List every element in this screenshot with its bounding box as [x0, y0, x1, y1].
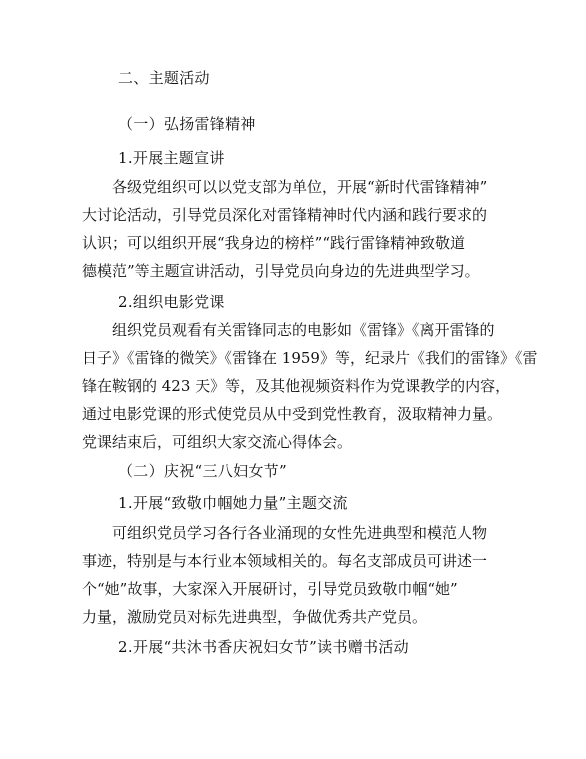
paragraph-line: 个“她”故事，大家深入开展研讨，引导党员致敬巾帼“她”: [82, 580, 458, 598]
paragraph-line: 大讨论活动，引导党员深化对雷锋精神时代内涵和践行要求的: [82, 206, 488, 224]
paragraph-2-1: [82, 519, 506, 631]
paragraph-line: 事迹，特别是与本行业本领域相关的。每名支部成员可讲述一: [82, 552, 488, 570]
subsection-heading-2: （二）庆祝“三八妇女节”: [118, 462, 287, 480]
paragraph-line: 日子》《雷锋的微笑》《雷锋在 1959》等，纪录片《我们的雷锋》《雷: [82, 349, 538, 367]
section-heading: 二、主题活动: [118, 69, 210, 87]
item-heading-1-1: 1.开展主题宣讲: [118, 149, 225, 167]
paragraph-line: 力量，激励党员对标先进典型，争做优秀共产党员。: [82, 608, 428, 626]
paragraph-1-2: [82, 316, 538, 456]
paragraph-line: 各级党组织可以以党支部为单位，开展“新时代雷锋精神”: [112, 178, 488, 196]
paragraph-line: 认识；可以组织开展“我身边的榜样”“践行雷锋精神致敬道: [82, 234, 466, 252]
paragraph-1-1: [82, 173, 506, 285]
paragraph-line: 组织党员观看有关雷锋同志的电影如《雷锋》《离开雷锋的: [112, 321, 495, 339]
paragraph-line: 可组织党员学习各行各业涌现的女性先进典型和模范人物: [112, 524, 488, 542]
subsection-heading-1: （一）弘扬雷锋精神: [118, 115, 256, 133]
paragraph-line: 锋在鞍钢的 423 天》等，及其他视频资料作为党课教学的内容，: [82, 377, 511, 395]
paragraph-line: 德模范”等主题宣讲活动，引导党员向身边的先进典型学习。: [82, 262, 480, 280]
paragraph-line: 党课结束后，可组织大家交流心得体会。: [82, 433, 353, 451]
item-heading-2-1: 1.开展“致敬巾帼她力量”主题交流: [118, 494, 348, 512]
item-heading-1-2: 2.组织电影党课: [118, 293, 225, 311]
paragraph-line: 通过电影党课的形式使党员从中受到党性教育，汲取精神力量。: [82, 405, 503, 423]
item-heading-2-2: 2.开展“共沐书香庆祝妇女节”读书赠书活动: [118, 638, 409, 656]
